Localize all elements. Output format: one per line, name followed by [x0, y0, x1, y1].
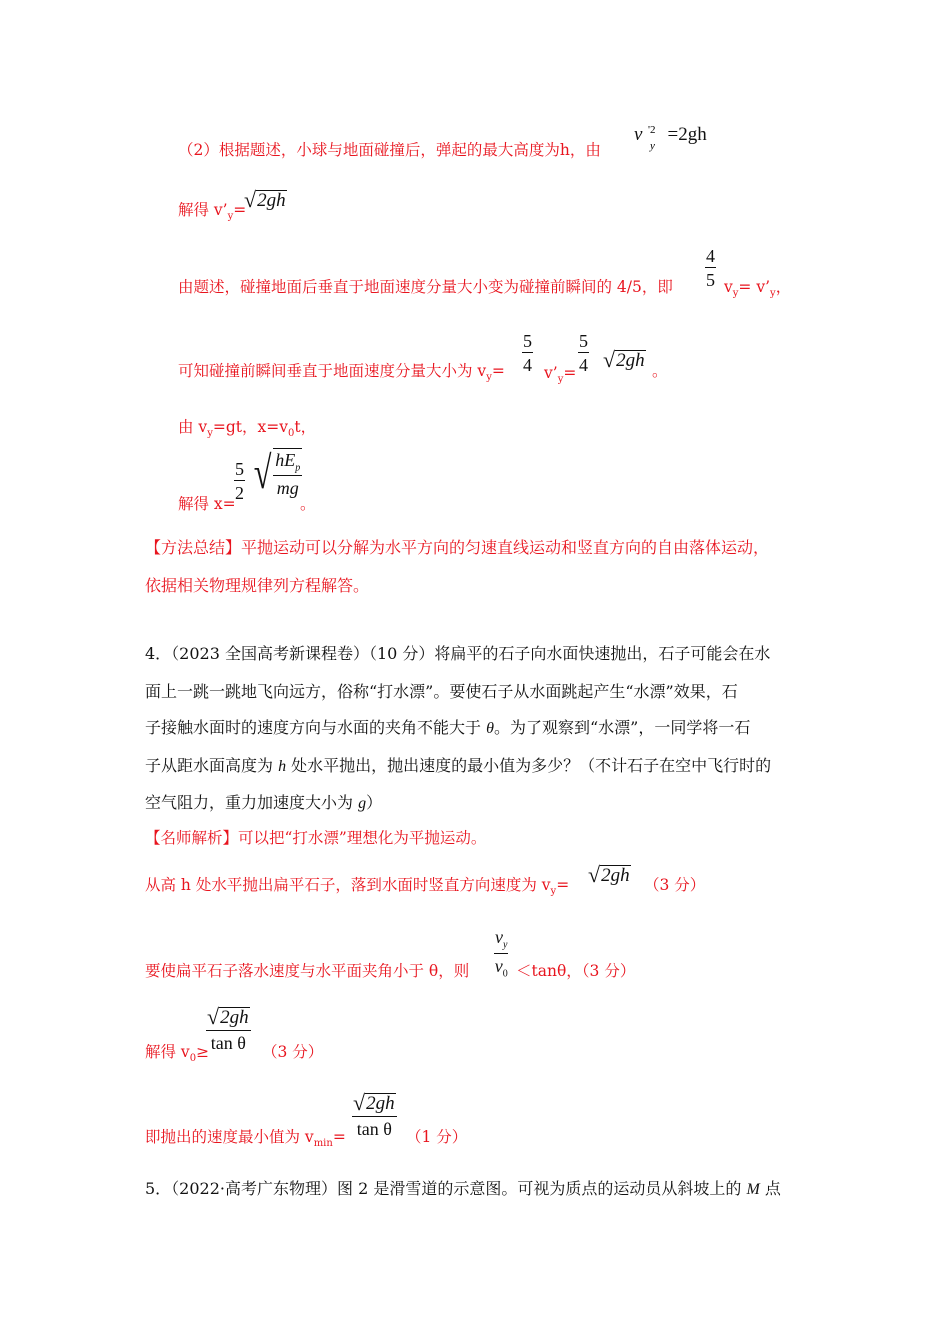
radicand: 2gh	[601, 865, 630, 887]
question-4-line-2	[145, 684, 738, 700]
denominator: 4	[523, 355, 532, 375]
text: 【名师解析】可以把“打水漂”理想化为平抛运动。	[145, 829, 487, 847]
v-prime: v’	[544, 364, 558, 382]
question-4-line-1	[145, 646, 770, 662]
text: （3 分）	[644, 876, 706, 894]
text: 解得 x=	[178, 495, 236, 513]
denominator: 5	[706, 270, 715, 290]
fraction-5-2	[234, 460, 245, 502]
denominator: v	[494, 955, 503, 976]
method-summary-line-1	[145, 540, 769, 556]
text: 子从距水面高度为	[145, 756, 279, 775]
equals: =	[491, 362, 505, 380]
numerator: 5	[235, 459, 244, 479]
subscript: y	[503, 939, 508, 951]
superscript: '2	[648, 124, 656, 136]
subscript: y	[770, 288, 776, 300]
equals: =	[563, 364, 577, 382]
subscript: y	[227, 211, 234, 223]
text: （2）根据题述，小球与地面碰撞后，弹起的最大高度为h，由	[178, 141, 601, 159]
text: 点	[759, 1179, 781, 1198]
subscript: y	[207, 428, 213, 440]
solution-line-4-mid	[544, 366, 576, 385]
subscript: y	[732, 288, 739, 300]
text: 可知碰撞前瞬间垂直于地面速度分量大小为 v	[178, 362, 487, 380]
text: 5．（2022·高考广东物理）图 2 是滑雪道的示意图。可视为质点的运动员从斜坡上的	[145, 1179, 747, 1198]
text: 要使扁平石子落水速度与水平面夹角小于 θ，则	[145, 962, 470, 980]
sqrt-fraction	[250, 448, 302, 499]
numerator: 5	[579, 331, 588, 351]
denominator: 2	[235, 483, 244, 503]
radical-fraction	[273, 448, 302, 499]
rhs: =2gh	[667, 124, 707, 145]
h: h	[278, 758, 287, 775]
text: t，	[294, 418, 317, 436]
formula-vy2	[634, 124, 707, 152]
denominator: mg	[276, 477, 299, 498]
numerator: 4	[706, 246, 715, 266]
theta: θ	[486, 720, 494, 737]
analysis-line-2-tail	[516, 964, 635, 980]
text: 空气阻力，重力加速度大小为	[145, 793, 359, 812]
subscript: y	[557, 374, 564, 386]
solution-line-3	[178, 280, 673, 296]
question-4-line-4	[145, 758, 771, 775]
text: （3 分）	[262, 1043, 324, 1061]
question-4-line-5	[145, 795, 382, 812]
question-5-line-1	[145, 1181, 781, 1198]
sqrt-2gh-3: √ 2gh	[588, 862, 630, 887]
analysis-line-4	[145, 1130, 346, 1149]
score	[644, 878, 705, 894]
equals: =	[332, 1128, 346, 1146]
analysis-line-1	[145, 878, 569, 897]
solution-line-5	[178, 420, 316, 439]
numerator: v	[495, 927, 503, 947]
solution-line-6	[178, 497, 236, 513]
comma: ，	[775, 278, 792, 296]
M: M	[746, 1181, 760, 1198]
denominator: 4	[579, 355, 588, 375]
analysis-line-2	[145, 964, 469, 980]
radicand: 2gh	[366, 1093, 395, 1115]
period	[652, 364, 668, 380]
fraction-4-5	[705, 247, 716, 289]
numerator: 5	[523, 331, 532, 351]
v: v	[724, 278, 733, 296]
equals: =	[233, 201, 247, 219]
text: 从高 h 处水平抛出扁平石子，落到水面时竖直方向速度为 v	[145, 876, 551, 894]
radical-sign: √	[253, 447, 272, 499]
text: 子接触水面时的速度方向与水面的夹角不能大于	[145, 718, 487, 737]
fraction-vy-v0	[494, 928, 508, 979]
score	[406, 1130, 467, 1146]
question-4-line-3	[145, 720, 750, 737]
text: ）	[366, 793, 383, 812]
radicand: 2gh	[616, 350, 645, 372]
method-summary-line-2	[145, 578, 369, 594]
g: g	[358, 795, 367, 812]
text: 面上一跳一跳地飞向远方，俗称“打水漂”。要使石子从水面跳起产生“水漂”效果，石	[145, 682, 738, 701]
analysis-line-3	[145, 1045, 209, 1064]
text: =gt，x=v	[212, 418, 288, 436]
subscript: y	[550, 886, 557, 898]
text: 解得 v’	[178, 201, 228, 219]
sqrt-2gh-2: √ 2gh	[603, 347, 645, 372]
subscript: 0	[287, 428, 295, 440]
text: （1 分）	[406, 1128, 468, 1146]
text: 依据相关物理规律列方程解答。	[145, 576, 370, 595]
solution-line-3-tail	[724, 280, 791, 299]
text: 4．（2023 全国高考新课程卷）（10 分）将扁平的石子向水面快速抛出，石子可能会在水	[145, 644, 771, 663]
denominator: tan θ	[356, 1119, 392, 1139]
analysis-title	[145, 831, 486, 847]
text: ＜tanθ，（3 分）	[516, 962, 636, 980]
period	[300, 497, 316, 513]
subscript: p	[295, 462, 301, 474]
solution-line-1	[178, 143, 601, 159]
v-symbol: v	[634, 124, 643, 145]
eq: = v’	[738, 278, 771, 296]
fraction-5-4-a	[522, 332, 533, 374]
subscript: 0	[189, 1053, 197, 1065]
text: 。为了观察到“水漂”，一同学将一石	[493, 718, 751, 737]
subscript: 0	[502, 968, 508, 980]
denominator: tan θ	[210, 1033, 246, 1053]
numerator: hE	[275, 450, 296, 470]
equals: =	[556, 876, 570, 894]
fraction-sqrt-tan-b: √ 2gh tan θ	[353, 1090, 395, 1139]
text: 由 v	[178, 418, 208, 436]
solution-line-4	[178, 364, 505, 383]
text: 【方法总结】平抛运动可以分解为水平方向的匀速直线运动和竖直方向的自由落体运动，	[145, 538, 770, 557]
radicand: 2gh	[220, 1007, 249, 1029]
text: 解得 v	[145, 1043, 190, 1061]
text: 由题述，碰撞地面后垂直于地面速度分量大小变为碰撞前瞬间的 4/5，即	[178, 278, 673, 296]
solution-line-2	[178, 203, 246, 222]
text: 即抛出的速度最小值为 v	[145, 1128, 314, 1146]
radicand: 2gh	[257, 190, 286, 212]
score	[262, 1045, 323, 1061]
subscript: y	[486, 372, 492, 384]
sqrt-2gh: √ 2gh	[244, 187, 286, 212]
end: 。	[652, 362, 668, 380]
text: 处水平抛出，抛出速度的最小值为多少？（不计石子在空中飞行时的	[286, 756, 772, 775]
fraction-sqrt-tan-a: √ 2gh tan θ	[207, 1004, 249, 1053]
subscript: min	[313, 1138, 333, 1150]
end: 。	[300, 495, 316, 513]
ge: ≥	[196, 1043, 210, 1061]
subscript: y	[650, 140, 655, 152]
fraction-5-4-b	[578, 332, 589, 374]
